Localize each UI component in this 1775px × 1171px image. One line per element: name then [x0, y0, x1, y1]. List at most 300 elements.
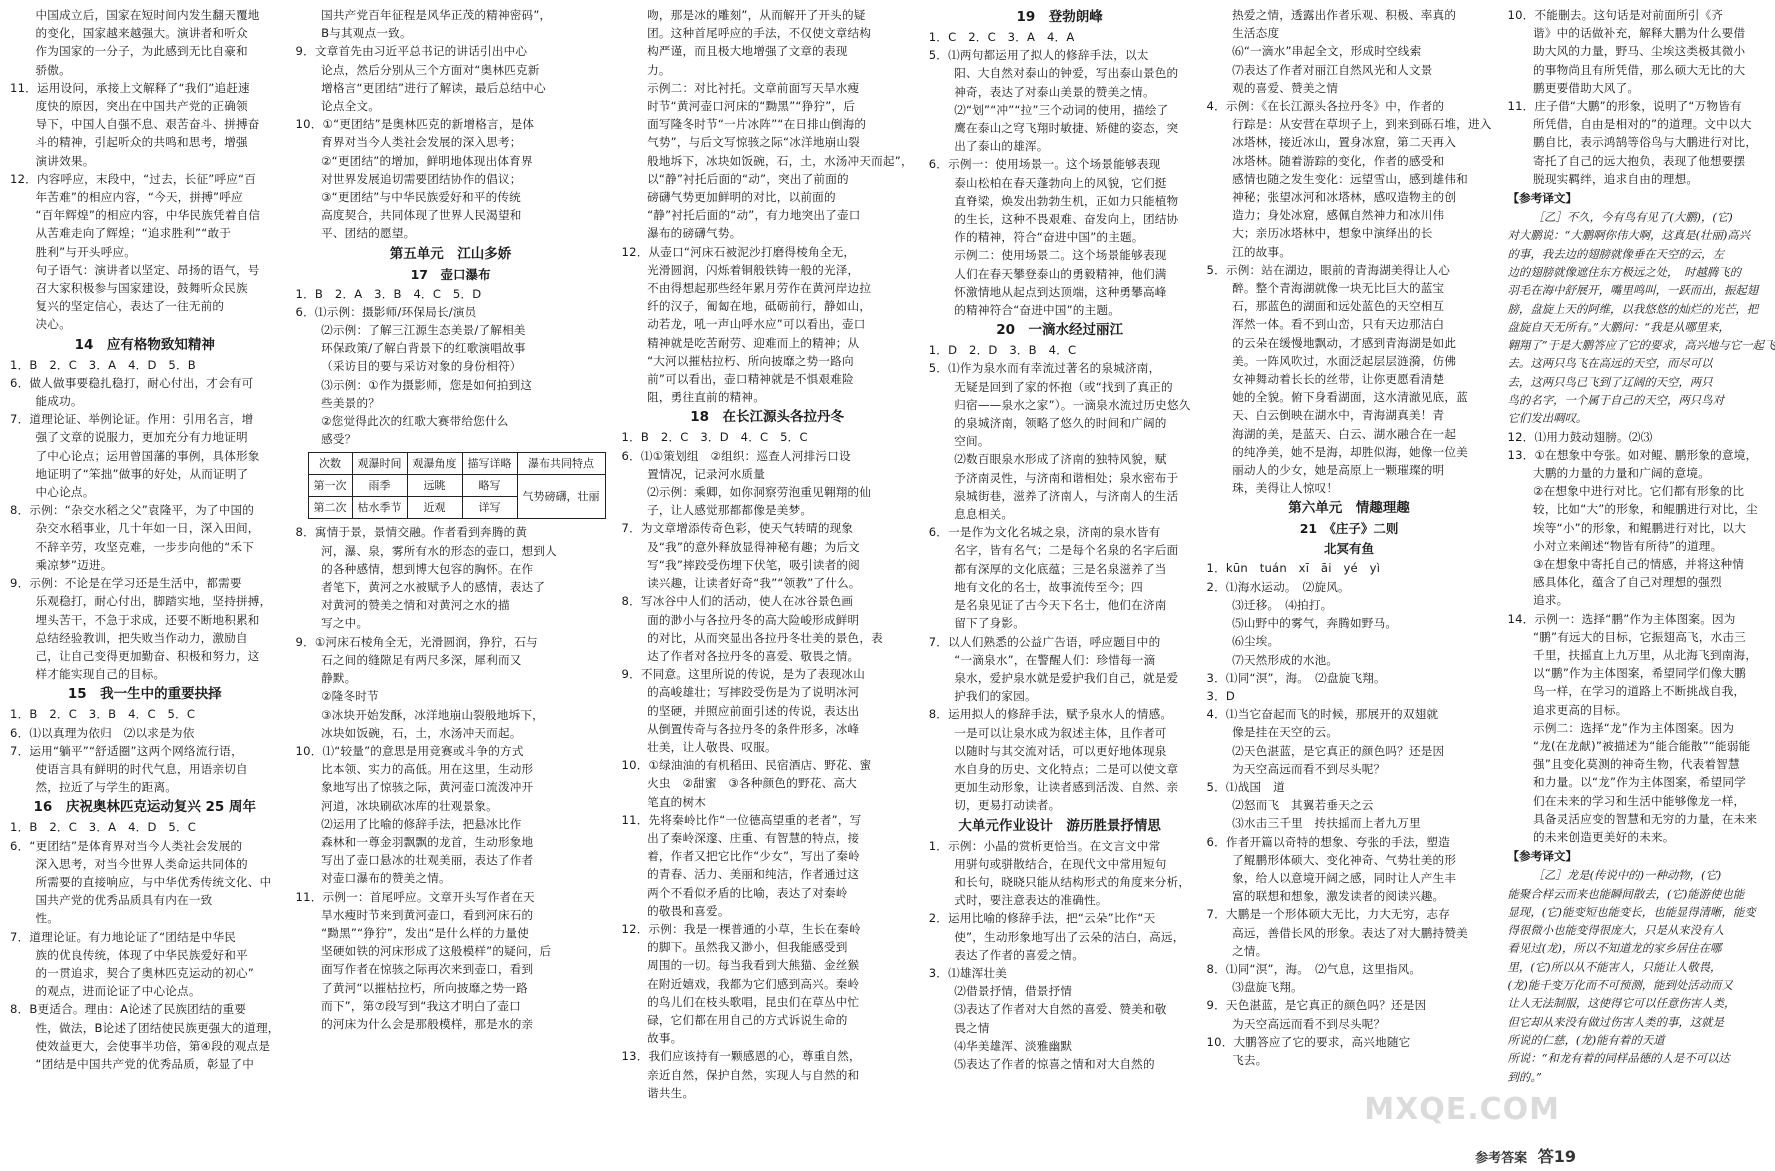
answer-line: 小对立来阐述“物皆有所待”的道理。: [1533, 538, 1723, 553]
answer-line: ⑵怒而飞 其翼若垂天之云: [1232, 798, 1374, 813]
answer-line: 示例二：对比衬托。文章前面写天旱水瘦: [647, 80, 860, 95]
answer-line: 4．⑴当它奋起而飞的时候，那展开的双翅就: [1206, 707, 1439, 722]
translation-line: 它们发出啁叹。: [1507, 411, 1588, 426]
answer-line: 性，做法，B论述了团结使民族更强大的道理，: [35, 1020, 280, 1035]
answer-line: 些美景的？: [321, 395, 381, 410]
answer-line: 7．运用“躺平”“舒适圈”这两个网络流行语，: [10, 743, 243, 758]
waterfall-comparison-table: [308, 452, 606, 519]
answer-line: 12．从壶口“河床石被泥沙打磨得棱角全无，: [621, 244, 856, 259]
answer-line: “百年辉煌”的相应内容，中华民族凭着自信: [35, 208, 261, 223]
answer-line: 国共产党的优秀品质具有内在一致: [35, 893, 213, 908]
answer-line: 神奇，表达了对泰山美景的赞美之情。: [954, 84, 1155, 99]
answer-line: 达了作者对各拉丹冬的喜爱、敬畏之情。: [647, 648, 860, 663]
translation-line: 显现，(它)能变短也能变长，也能显得清晰，能变: [1507, 904, 1756, 919]
section-heading: 15 我一生中的重要抉择: [67, 686, 222, 703]
table-cell: 雨季: [352, 475, 407, 497]
answer-line: 使效益更大，会使事半功倍，第④段的观点是: [35, 1038, 271, 1053]
translation-line: 所说：“和龙有着的同样品德的人是不可以达: [1507, 1051, 1730, 1066]
answer-line: B与其观点一致。: [321, 26, 412, 41]
answer-line: 一是可以让泉水成为叙述主体，且作者可: [954, 725, 1167, 740]
answer-line: 从苦难走向了辉煌；“追求胜利”“敢于: [35, 226, 232, 241]
answer-line: 6．⑴①策划组 ②组织：巡查人河排污口设: [621, 448, 851, 463]
answer-line: 6．做人做事要稳扎稳打，耐心付出，才会有可: [10, 375, 254, 390]
table-header-cell: 瀑布共同特点: [517, 453, 605, 475]
answer-line: 力。: [647, 62, 671, 77]
answer-line: 脱现实羁绊，追求自由的理想。: [1533, 171, 1699, 186]
answer-line: 8．B更适合。理由：A论述了民族团结的重要: [10, 1002, 247, 1017]
answer-line: 1．kūn tuán xī āi yé yì: [1206, 561, 1381, 576]
answer-line: 2．⑴海水运动。 ⑵旋风。: [1206, 579, 1350, 594]
answer-line: 度快的原因，突出在中国共产党的正确领: [35, 99, 248, 114]
answer-line: 助大风的力量，野马、尘埃这类极其微小: [1533, 44, 1746, 59]
table-cell: 第二次: [308, 497, 352, 519]
answer-line: 像是挂在天空的云。: [1232, 725, 1339, 740]
answer-line: 寄托了自己的远大抱负，表现了他想要摆: [1533, 153, 1746, 168]
answer-line: 的纯净美，她不是海，却胜似海，她像一位美: [1232, 444, 1468, 459]
answer-line: 予济南灵性，与济南和谐相处；泉水密布于: [954, 470, 1179, 485]
lesson-title: 21 《庄子》二则: [1299, 521, 1399, 537]
answer-line: ②“更团结”的增加，鲜明地体现出体育界: [321, 153, 533, 168]
answer-line: 读兴趣，让读者好奇“我”“领教”了什么。: [647, 576, 861, 591]
answer-line: 能成功。: [35, 394, 83, 409]
answer-line: 切，更易打动读者。: [954, 798, 1061, 813]
text-column-3: [622, 6, 913, 1146]
answer-line: 12．⑴用力鼓动翅膀。⑵⑶: [1507, 429, 1653, 444]
answer-line: 象地写出了惊骇之际，黄河壶口流泼冲开: [321, 780, 534, 795]
translation-line: 对大鹏说：“大鹏啊你伟大啊，这真是(壮丽)高兴: [1507, 228, 1751, 243]
answer-line: 写“我”摔跤受伤埋下伏笔，吸引读者的阅: [647, 557, 860, 572]
answer-line: 对黄河的赞美之情和对黄河之水的描: [321, 598, 510, 613]
answer-line: “大河以摧枯拉朽、所向披靡之势一路向: [647, 353, 854, 368]
answer-line: 般地坼下，冰块如饭碗，石，土，水汤冲天而起”，: [647, 153, 913, 168]
answer-line: 坚硬如铁的河床形成了这般模样”的疑问，后: [321, 944, 552, 959]
answer-line: 为天空高远而看不到尽头呢？: [1232, 1016, 1386, 1031]
answer-line: （采访目的要与采访对象的身份相符）: [321, 359, 522, 374]
page-footer: [1475, 1144, 1576, 1167]
answer-line: 6．示例一：使用场景一。这个场景能够表现: [928, 157, 1161, 172]
answer-line: 感情也随之发生变化：远望雪山，感到雄伟和: [1232, 171, 1468, 186]
answer-line: ⑸山野中的雾气，奔腾如野马。: [1232, 616, 1398, 631]
answer-line: 光滑圆润，闪烁着铜般铁铸一般的光泽，: [647, 262, 860, 277]
answer-line: 的精神符合“奋进中国”的主题。: [954, 303, 1120, 318]
answer-line: 骄傲。: [35, 62, 71, 77]
answer-line: 10．①“更团结”是奥林匹克的新增格言，是体: [295, 117, 535, 132]
answer-line: 面的渺小与各拉丹冬的高大险峻形成鲜明: [647, 612, 860, 627]
answer-line: 森林和一尊金羽飘飘的龙首，生动形象地: [321, 834, 534, 849]
answer-line: 感受？: [321, 432, 357, 447]
translation-line: 所说的仁慈，(龙)能有着的天道: [1507, 1032, 1665, 1047]
answer-line: 出了泰山的雄浑。: [954, 139, 1049, 154]
answer-line: 美。一阵风吹过，水面泛起层层涟漪，仿佛: [1232, 353, 1457, 368]
answer-line: 族的优良传统，体现了中华民族爱好和平: [35, 947, 248, 962]
answer-line: 较，比如“大”的形象，和鲲鹏进行对比，尘: [1533, 502, 1758, 517]
answer-line: 地证明了“笨拙”做事的好处，从而证明了: [35, 466, 249, 481]
answer-line: 所需要的直接响应，与中华优秀传统文化、中: [35, 874, 272, 889]
answer-line: 江的故事。: [1232, 244, 1292, 259]
answer-line: 吻，那是冰的雕刻”，从而解开了开头的疑: [647, 8, 866, 22]
answer-line: 6．⑴示例：摄影师/环保局长/演员: [295, 304, 477, 319]
answer-line: 了鲲鹏形体硕大、变化神奇、气势壮美的形: [1232, 852, 1457, 867]
answer-line: 年苦难”的相应内容，“今天，拼搏”呼应: [35, 190, 243, 205]
answer-line: 1．C 2．C 3．A 4．A: [928, 30, 1075, 44]
answer-line: 5．⑴作为泉水而有幸流过著名的泉城济南，: [928, 361, 1161, 376]
answer-line: 的变化，国家越来越强大。演讲者和听众: [35, 26, 248, 41]
answer-line: 水自身的历史、文化特点；二是可以使文章: [954, 761, 1179, 776]
answer-line: 深入思考，对当今世界人类命运共同体的: [35, 856, 248, 871]
answer-line: 面写作者在惊骇之际再次来到壶口，看到: [321, 962, 534, 977]
table-header-cell: 观瀑角度: [407, 453, 462, 475]
section-heading: 18 在长江源头各拉丹冬: [690, 409, 845, 426]
answer-line: 1．B 2．C 3．A 4．D 5．C: [10, 820, 197, 835]
translation-line: ［乙］不久，今有鸟有见了(大鹏)，(它): [1532, 210, 1733, 225]
answer-line: 女神舞动着长长的丝带，让你更愿看清楚: [1232, 372, 1445, 387]
answer-line: 10．不能删去。这句话是对前面所引《齐: [1507, 8, 1724, 22]
answer-line: 高度契合，共同体现了世界人民渴望和: [321, 208, 522, 223]
answer-line: 中心论点。: [35, 485, 95, 500]
answer-line: 时节“黄河壶口河床的“黝黑”“狰狞”，后: [647, 99, 856, 114]
answer-line: 气势”，与后文写惊骇之际“冰洋地崩山裂: [647, 135, 860, 150]
answer-line: 埃等“小”的形象，和鲲鹏进行对比，以大: [1533, 520, 1746, 535]
section-heading: 19 登勃朗峰: [1016, 9, 1103, 25]
answer-line: 1．D 2．D 3．B 4．C: [928, 343, 1077, 358]
answer-line: 环保政策/了解白背景下的红歌演唱故事: [321, 341, 526, 356]
answer-line: 强”且变化莫测的神奇生物，代表着智慧: [1533, 757, 1740, 772]
answer-line: 泉水，爱护泉水就是爱护我们自己，就是爱: [954, 670, 1179, 685]
answer-line: 用骈句或骈散结合，在现代文中常用短句: [954, 856, 1167, 871]
translation-line: 里，(它)所以从不能害人，只能让人敬畏，: [1507, 959, 1722, 974]
answer-line: 的云朵在缓慢地飘动，才感到青海湖是如此: [1232, 335, 1457, 350]
answer-line: 乐观稳打，耐心付出，脚踏实地，坚持拼搏，: [35, 594, 272, 609]
answer-line: 的各种感情，想到博大包容的胸怀。在作: [321, 561, 534, 576]
answer-line: 句子语气：演讲者以坚定、昂扬的语气，号: [35, 262, 260, 277]
answer-line: 总结经验教训，把失败当作动力，激励自: [35, 630, 248, 645]
answer-line: 静默。: [321, 671, 357, 686]
answer-line: 5．⑴战国 道: [1206, 779, 1285, 794]
answer-line: 的生长，这种不畏艰难、奋发向上，团结协: [954, 212, 1179, 227]
answer-line: 名字，皆有名气；二是每个名泉的名字后面: [954, 543, 1179, 558]
answer-line: 丽动人的少女，她是高原上一颗璀璨的明: [1232, 463, 1445, 478]
answer-line: ⑵“划”“冲”“拉”三个动词的使用，描绘了: [954, 102, 1169, 117]
answer-line: 对世界发展追切需要团结协作的倡议；: [321, 171, 522, 186]
text-column-5: [1207, 6, 1492, 1146]
section-heading: 14 应有格物致知精神: [74, 336, 215, 353]
translation-line: 到的。”: [1507, 1069, 1542, 1084]
answer-line: 1．B 2．C 3．B 4．C 5．C: [10, 707, 196, 722]
answer-line: 人们在春天攀登泰山的勇毅精神，他们满: [954, 266, 1167, 281]
answer-line: 10．①绿油油的有机稻田、民宿酒店、野花、蜜: [621, 758, 872, 773]
answer-line: 富的联想和想象，激发读者的阅读兴趣。: [1232, 889, 1445, 904]
answer-line: 12．示例：我是一棵普通的小草，生长在秦岭: [621, 921, 861, 936]
answer-line: 泰山松柏在春天蓬勃向上的风貌，它们挺: [954, 175, 1167, 190]
answer-line: 所凭借，自由是相对的”的道理。文中以大: [1533, 117, 1752, 132]
text-column-4: [929, 6, 1191, 1146]
answer-line: ⑹“一滴水”串起全文，形成时空线索: [1232, 44, 1422, 59]
answer-line: ⑹尘埃。: [1232, 634, 1280, 649]
page-number: 答19: [1537, 1147, 1576, 1166]
answer-line: 碌，它们都在用自己的方式诉说生命的: [647, 1012, 848, 1027]
answer-line: 9．不同意。这里所说的传说，是为了表现冰山: [621, 667, 865, 682]
text-column-6: [1508, 6, 1775, 1146]
answer-line: 鹏更要借助大风了。: [1533, 80, 1640, 95]
answer-line: 冰塔林，接近冰山，置身冰窟，第二天再入: [1232, 135, 1457, 150]
answer-line: 8．运用拟人的修辞手法，赋予泉水人的情感。: [928, 707, 1173, 722]
answer-line: 泉城街巷，滋养了济南人，与济南人的生活: [954, 488, 1179, 503]
table-header-cell: 描写详略: [462, 453, 517, 475]
answer-line: 1．B 2．C 3．D 4．C 5．C: [621, 430, 808, 445]
answer-line: 飞去。: [1232, 1052, 1268, 1067]
answer-line: ⑷华美雄浑、淡雅幽默: [954, 1038, 1073, 1053]
answer-line: 者笔下，黄河之水被赋予人的感情，表达了: [321, 580, 546, 595]
answer-line: 斗的精神，引起听众的共鸣和思考，增强: [35, 135, 248, 150]
answer-line: ⑸表达了作者的惊喜之情和对大自然的: [954, 1056, 1155, 1071]
answer-line: 7．以人们熟悉的公益广告语，呼应题目中的: [928, 634, 1161, 649]
translation-line: 去。这两只鸟飞在高远的天空，而尽可以: [1507, 356, 1713, 371]
answer-line: ⑶示例：①作为摄影师，您是如何拍到这: [321, 377, 533, 392]
answer-line: 的高峻雄壮；写摔跤受伤是为了说明冰河: [647, 685, 860, 700]
answer-line: 无疑是回到了家的怀抱（或“找到了真正的: [954, 379, 1173, 394]
answer-line: 追求。: [1533, 593, 1569, 608]
answer-line: ⑵借景抒情，借景抒情: [954, 984, 1073, 999]
answer-line: 动若龙，吼一声山呼水应”可以看出，壶口: [647, 317, 866, 332]
answer-line: 谐共生。: [647, 1085, 695, 1100]
answer-line: 的坚硬，并照应前面引述的传说，表达出: [647, 703, 860, 718]
translation-line: 能聚合样云而来也能瞬间散去，(它)能游使也能: [1507, 886, 1745, 901]
answer-line: ③冰块开始发酥，冰洋地崩山裂般地坼下，: [321, 707, 544, 722]
answer-line: 瀑布的磅礴气势。: [647, 226, 742, 241]
answer-line: ⑵数百眼泉水形成了济南的独特风貌，赋: [954, 452, 1167, 467]
answer-line: ②在想象中进行对比。它们都有形象的比: [1533, 484, 1745, 499]
answer-line: 作的精神，符合“奋进中国”的主题。: [954, 230, 1144, 245]
answer-line: “黝黑”“狰狞”，发出“是什么样的力量使: [321, 925, 530, 940]
translation-line: 去，这两只鸟已飞到了辽阔的天空，两只: [1507, 374, 1713, 389]
answer-line: 1．B 2．A 3．B 4．C 5．D: [295, 286, 482, 301]
answer-line: ⑵天色湛蓝，是它真正的颜色吗？还是因: [1232, 743, 1445, 758]
translation-line: 但它却从来没有做过伤害人类的事，这就是: [1507, 1014, 1724, 1029]
answer-line: 的一贯追求，契合了奥林匹克运动的初心”: [35, 965, 255, 980]
translation-line: 鸟的名字，一个属于自己的天空，两只鸟对: [1507, 393, 1724, 407]
answer-line: 鹏自比，表示鸿鹄等俗鸟与大鹏进行对比，: [1533, 135, 1758, 150]
answer-line: 面写隆冬时节“一片冰阵”“在日排山倒海的: [647, 117, 867, 132]
answer-line: 追求更高的目标。: [1533, 702, 1628, 717]
answer-line: 护我们的家园。: [954, 689, 1037, 704]
answer-line: 8．写冰谷中人们的活动，使人在冰谷景色画: [621, 594, 854, 609]
answer-line: 置情况，记录河水质量: [647, 466, 766, 481]
answer-line: 精神就是吃苦耐劳、迎难而上的精神；从: [647, 335, 860, 350]
table-cell: 气势磅礴，壮丽: [517, 475, 605, 519]
answer-line: ⑵示例：乘卿，如你洞察劳泡重见翱翔的仙: [647, 485, 872, 500]
answer-line: 写出了壶口悬冰的壮观美丽，表达了作者: [321, 853, 534, 868]
answer-line: 纤的汉子，匍匐在地，砥砺前行，静如山，: [647, 299, 872, 314]
answer-line: 6．⑴以真理为依归 ⑵以求是为依: [10, 725, 195, 740]
answer-line: 国共产党百年征程是风华正茂的精神密码”，: [321, 8, 552, 22]
answer-line: 论点全文。: [321, 99, 381, 114]
answer-line: 怀激情地从起点到达顶端，这种勇攀高峰: [954, 284, 1167, 299]
answer-line: 阳、大自然对泰山的钟爱，写出泰山景色的: [954, 66, 1179, 81]
answer-line: 样才能实现自己的目标。: [35, 667, 166, 682]
answer-line: 10．大鹏答应了它的要求，高兴地随它: [1206, 1034, 1411, 1049]
answer-line: 的脚下。虽然我又渺小，但我能感受到: [647, 940, 848, 955]
answer-line: 磅礴气势更加鲜明的对比，以前面的: [647, 190, 836, 205]
answer-line: 11．运用设问，承接上文解释了“我们”追赶速: [10, 80, 250, 95]
answer-line: 空间。: [954, 434, 990, 449]
table-row: [308, 475, 605, 497]
answer-line: 8．⑴同“溟”，海。 ⑵气息，这里指风。: [1206, 961, 1422, 976]
answer-line: 海湖的美，是蓝天、白云、湖水融合在一起: [1232, 426, 1457, 441]
answer-line: 2．运用比喻的修辞手法，把“云朵”比作“天: [928, 911, 1156, 926]
answer-line: 构严谨，而且极大地增强了文章的表现: [647, 44, 848, 59]
answer-line: 的事物尚且有所凭借，那么硕大无比的大: [1533, 62, 1746, 77]
answer-line: ⑶盘旋飞翔。: [1232, 980, 1303, 995]
answer-line: 9．示例：不论是在学习还是生活中，都需要: [10, 576, 242, 591]
answer-line: 3．⑴雄浑壮美: [928, 965, 1008, 980]
answer-line: 对壶口瀑布的赞美之情。: [321, 871, 451, 886]
answer-line: 造力；身处冰窟，感佩自然神力和冰川伟: [1232, 208, 1445, 223]
answer-line: 壮美，让人敬畏、叹服。: [647, 739, 777, 754]
answer-line: 及“我”的意外释放显得神秘有趣；为后文: [647, 539, 860, 554]
answer-line: 11．庄子借“大鹏”的形象，说明了“万物皆有: [1507, 99, 1742, 114]
answer-line: “一滴泉水”，在警醒人们：珍惜每一滴: [954, 652, 1156, 667]
answer-line: 9．①河床石棱角全无，光滑圆润，狰狞，石与: [295, 634, 538, 649]
answer-line: 3．D: [1206, 688, 1236, 703]
answer-line: 以“鹏”作为主体图案，希望同学们像大鹏: [1533, 666, 1746, 681]
table-header-cell: 次数: [308, 453, 352, 475]
watermark-stamp: MXQE.COM: [1364, 1092, 1560, 1127]
answer-line: 前”可以看出，壶口精神就是不惧艰难险: [647, 372, 854, 387]
answer-line: 和力量。以“龙”作为主体图案，希望同学: [1533, 775, 1746, 790]
answer-line: “团结是中国共产党的优秀品质，彰显了中: [35, 1056, 255, 1071]
answer-line: 周围的一切。每当我看到大熊猫、金丝猴: [647, 958, 860, 973]
answer-line: 是名泉见证了古今天下名士，他们在济南: [954, 598, 1167, 613]
answer-line: 直脊梁，焕发出勃勃生机，正如力只能植物: [954, 193, 1179, 208]
answer-line: 留下了身影。: [954, 616, 1026, 631]
text-column-1: [10, 6, 280, 1146]
answer-line: 为天空高远而看不到尽头呢？: [1232, 761, 1386, 776]
answer-line: 5．⑴两句都运用了拟人的修辞手法，以太: [928, 48, 1149, 63]
answer-line: ⑺天然形成的水池。: [1232, 652, 1339, 667]
translation-line: 边的翅膀就像遮住东方极远之处， 时越腾飞的: [1507, 264, 1742, 279]
answer-line: 旱水瘦时节来到黄河壶口，看到河床石的: [321, 907, 534, 922]
table-cell: 枯水季节: [352, 497, 407, 519]
answer-line: 大鹏的力量的力量和广阔的意境。: [1533, 466, 1710, 480]
answer-line: 河，瀑、泉，雾所有水的形态的壶口，想到人: [321, 543, 557, 558]
answer-line: 增格言“更团结”进行了解读，最后总结中心: [321, 80, 546, 95]
answer-line: 鹰在泰山之穹飞翔时敏捷、矫健的姿态，突: [954, 121, 1179, 136]
footer-label: 参考答案: [1475, 1151, 1528, 1166]
answer-line: 珠，美得让人惊叹！: [1232, 481, 1339, 496]
answer-line: 7．道理论证、举例论证。作用：引用名言，增: [10, 412, 254, 427]
answer-line: 更加生动形象，让读者感到活泼、自然、亲: [954, 780, 1179, 795]
translation-line: (龙)能千变万化而不可预测，能到处活动而又: [1507, 978, 1733, 993]
table-cell: 远眺: [407, 475, 462, 497]
answer-line: 行踪是：从安营在草坝子上，到来到砾石堆，进入: [1232, 117, 1492, 132]
lesson-title: 17 壶口瀑布: [410, 266, 491, 282]
answer-line: 浑然一体。看不到山峦，只有天边那洁白: [1232, 317, 1445, 332]
translation-line: 盘旋自天无所有。”大鹏问：“我是从哪里来，: [1507, 319, 1730, 334]
answer-line: 复兴的坚定信心，表达了一往无前的: [35, 299, 225, 314]
answer-line: 7．大鹏是一个形体硕大无比，力大无穷，志存: [1206, 907, 1450, 922]
answer-line: ⑶表达了作者对大自然的喜爱、赞美和敬: [954, 1002, 1167, 1017]
table-cell: 详写: [462, 497, 517, 519]
answer-line: 笔直的树木: [647, 794, 707, 809]
answer-line: ③“更团结”与中华民族爱好和平的传统: [321, 190, 521, 205]
answer-line: 13．我们应该持有一颗感恩的心，尊重自然，: [621, 1049, 861, 1064]
section-heading: 16 庆祝奥林匹克运动复兴 25 周年: [33, 799, 257, 816]
answer-line: 阻，勇往直前的精神。: [647, 390, 766, 405]
answer-line: 在附近嬉戏，我都为它们感到高兴。秦岭: [647, 976, 860, 991]
answer-line: 表达了作者的喜爱之情。: [954, 947, 1084, 962]
answer-line: 生活态度: [1232, 26, 1280, 41]
answer-line: 石，那蓝色的湖面和远处蓝色的天空相互: [1232, 299, 1445, 314]
reference-translation-label: 【参考译文】: [1507, 849, 1578, 864]
answer-line: 示例二：使用场景二。这个场景能够表现: [954, 248, 1167, 263]
answer-line: 9．天色湛蓝，是它真正的颜色吗？还是因: [1206, 998, 1427, 1013]
answer-line: 谐》中的话做补充，解释大鹏为什么要借: [1533, 26, 1746, 41]
answer-line: 地有文化的名士，故事流传至今；四: [954, 579, 1143, 594]
answer-line: ③在想象中寄托自己的情感，并将这种情: [1533, 557, 1745, 572]
answer-line: ②您觉得此次的红歌大赛带给您什么: [321, 414, 509, 429]
answer-line: 感具体化，蕴含了自己对理想的强烈: [1533, 575, 1722, 590]
answer-line: 都有深厚的文化底蕴；三是名泉滋养了当: [954, 561, 1167, 576]
reference-translation-label: 【参考译文】: [1507, 191, 1578, 206]
answer-line: 12．内容呼应，末段中，“过去，长征”呼应“百: [10, 171, 257, 186]
answer-line: ⑺表达了作者对丽江自然风光和人文景: [1232, 62, 1433, 77]
answer-line: 的泉城济南，领略了悠久的时间和广阔的: [954, 416, 1167, 431]
answer-line: 6．一是作为文化名城之泉，济南的泉水皆有: [928, 525, 1161, 540]
answer-line: 的对比，从而突显出各拉丹冬壮美的景色，表: [647, 630, 883, 645]
answer-line: 8．示例：“杂交水稻之父”袁隆平，为了中国的: [10, 503, 255, 518]
answer-line: 冰塔林。随着游踪的变化，作者的感受和: [1232, 153, 1445, 168]
answer-line: 示例二：选择“龙”作为主体图案。因为: [1533, 720, 1735, 735]
answer-line: 象，给人以意境开阔之感，同时让人产生丰: [1232, 870, 1457, 885]
answer-line: 以“静”衬托后面的“动”，突出了前面的: [647, 171, 849, 186]
answer-line: 平、团结的愿望。: [321, 226, 416, 241]
translation-line: 让人无法制服，这使得它可以任意伤害人类，: [1507, 996, 1736, 1011]
answer-line: ②隆冬时节: [321, 689, 379, 704]
answer-line: 11．示例一：首尾呼应。文章开头写作者在天: [295, 889, 535, 904]
answer-line: 9．文章首先由习近平总书记的讲话引出中心: [295, 44, 528, 59]
answer-line: 6．“更团结”是体育界对当今人类社会发展的: [10, 838, 243, 853]
answer-line: 的敬畏和喜爱。: [647, 903, 730, 918]
answer-line: 们在未来的学习和生活中能够像龙一样，: [1533, 793, 1746, 808]
answer-line: ⑵示例：了解三江源生态美景/了解相美: [321, 323, 526, 338]
translation-line: 得很微小也能变得很庞大，只是从来没有人: [1507, 923, 1724, 938]
answer-line: 导下，中国人自强不息、艰苦奋斗、拼搏奋: [35, 117, 260, 132]
answer-line: 了黄河“以摧枯拉朽，所向披靡之势一路: [321, 980, 528, 995]
answer-line: 河道，冰块刷砍冰库的壮观景象。: [321, 798, 498, 813]
answer-line: 团。这种首尾呼应的手法，不仅使文章结构: [647, 26, 872, 41]
answer-line: 的鸟儿们在枝头歌唱，昆虫们在草丛中忙: [647, 994, 860, 1009]
translation-line: 翱翔了”于是大鹏答应了它的要求，高兴地与它一起飞: [1507, 338, 1775, 353]
answer-line: 3．⑴同“溟”，海。 ⑵盘旋飞翔。: [1206, 670, 1386, 685]
answer-line: 火虫 ②甜蜜 ③各种颜色的野花、高大: [647, 776, 857, 791]
answer-line: 决心。: [35, 317, 71, 332]
answer-line: 育界对当今人类社会发展的深入思考；: [321, 135, 522, 150]
answer-line: 之情。: [1232, 943, 1268, 958]
answer-line: 的观点，进而论证了中心论点。: [35, 984, 201, 999]
answer-line: 5．示例：站在湖边，眼前的青海湖美得让人心: [1206, 262, 1450, 277]
answer-line: 出了秦岭深邃、庄重、有智慧的特点，接: [647, 830, 860, 845]
answer-line: 大；亲历冰塔林中，想象中演绎出的长: [1232, 226, 1433, 241]
answer-line: “静”衬托后面的“动”，有力地突出了壶口: [647, 208, 861, 223]
answer-line: 千里，扶摇直上九万里，从北海飞到南海，: [1533, 648, 1758, 663]
answer-line: 10．⑴“较量”的意思是用竞赛或斗争的方式: [295, 743, 524, 758]
answer-line: 亲近自然，保护自然，实现人与自然的和: [647, 1067, 860, 1082]
answer-line: 比本领、实力的高低。用在这里，生动形: [321, 762, 534, 777]
answer-line: 以随时与其交流对话，可以更好地体现泉: [954, 743, 1167, 758]
answer-line: 不由得想起那些经年累月劳作在黄河岸边拉: [647, 281, 872, 296]
answer-line: 6．作者开篇以奇特的想象、夸张的手法，塑造: [1206, 834, 1450, 849]
answer-line: ⑶水击三千里 抟扶摇而上者九万里: [1232, 816, 1421, 831]
